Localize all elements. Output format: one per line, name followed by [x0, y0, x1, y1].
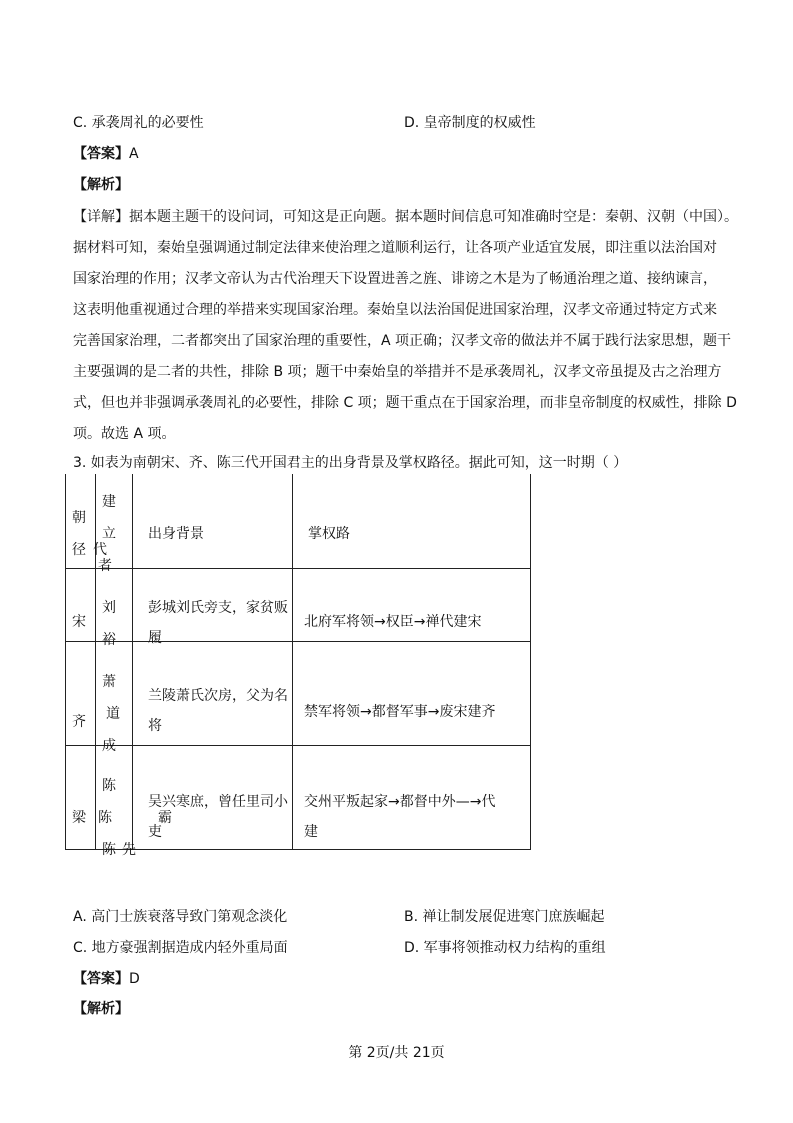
table-row-path: 交州平叛起家→都督中外—→代	[304, 794, 496, 810]
table-row-path: 禁军将领→都督军事→废宋建齐	[304, 704, 496, 720]
table-row-background: 履	[148, 630, 162, 646]
q3-answer	[73, 969, 140, 989]
q2-answer	[73, 144, 139, 164]
table-row-path: 北府军将领→权臣→禅代建宋	[304, 614, 482, 630]
q3-option-d: D. 军事将领推动权力结构的重组	[404, 940, 606, 956]
q2-option-c: C. 承袭周礼的必要性	[73, 115, 204, 131]
q3-option-a: A. 高门士族衰落导致门第观念淡化	[73, 909, 288, 925]
answer-value: A	[129, 146, 139, 162]
table-divider	[66, 641, 530, 642]
table-row-founder: 陈	[102, 842, 116, 858]
table-row-founder: 道	[106, 706, 120, 722]
table-row-background: 吏	[148, 824, 162, 840]
table-row-dynasty: 齐	[72, 714, 86, 730]
header-cell: 者	[98, 558, 112, 574]
detail-line: 主要强调的是二者的共性，排除 B 项；题干中秦始皇的举措并不是承袭周礼，汉孝文帝虽提及古之治理方	[73, 364, 722, 380]
detail-line: 式，但也并非强调承袭周礼的必要性，排除 C 项；题干重点在于国家治理，而非皇帝制度的权威性，排除 D	[73, 395, 737, 411]
table-row-background: 兰陵萧氏次房，父为名	[148, 688, 288, 704]
q3-table	[65, 474, 531, 858]
table-divider	[292, 474, 293, 849]
q2-analysis-label: 【解析】	[73, 177, 129, 193]
detail-line: 国家治理的作用；汉孝文帝认为古代治理天下设置进善之旌、诽谤之木是为了畅通治理之道、接纳谏言，	[73, 271, 717, 287]
header-cell: 代	[93, 542, 107, 558]
table-divider	[66, 568, 530, 569]
table-row-founder: 裕	[102, 632, 116, 648]
header-cell: 掌权路	[308, 526, 350, 542]
q3-analysis-label: 【解析】	[73, 1001, 129, 1017]
table-divider	[95, 474, 96, 849]
table-row-path: 建	[304, 824, 318, 840]
answer-label: 【答案】	[73, 146, 129, 162]
table-row-founder: 刘	[102, 600, 116, 616]
table-row-dynasty: 宋	[72, 614, 86, 630]
table-divider	[66, 745, 530, 746]
table-divider	[132, 474, 133, 849]
detail-line: 完善国家治理，二者都突出了国家治理的重要性，A 项正确；汉孝文帝的做法并不属于践行法家思想，题干	[73, 333, 732, 349]
q2-detail-paragraph	[73, 202, 738, 450]
header-cell: 径	[72, 542, 86, 558]
table-row-founder: 成	[102, 738, 116, 754]
header-cell: 朝	[72, 510, 86, 526]
header-cell: 立	[102, 526, 116, 542]
detail-line: 这表明他重视通过合理的举措来实现国家治理。秦始皇以法治国促进国家治理，汉孝文帝通过特定方式来	[73, 302, 717, 318]
table-row-background: 彭城刘氏旁支，家贫贩	[148, 600, 288, 616]
header-cell: 出身背景	[148, 526, 204, 542]
header-cell: 建	[102, 494, 116, 510]
table-row-background: 吴兴寒庶，曾任里司小	[148, 794, 288, 810]
table-row-founder: 霸	[158, 810, 172, 826]
detail-line: 【详解】据本题主题干的设问词，可知这是正向题。据本题时间信息可知准确时空是：秦朝、汉朝（中国）。	[73, 209, 738, 225]
table-row-founder: 先	[122, 842, 136, 858]
page-number: 第 2页/共 21页	[348, 1045, 445, 1061]
table-row-founder: 陈	[102, 778, 116, 794]
table-row-founder: 陈	[98, 810, 112, 826]
detail-line: 项。故选 A 项。	[73, 426, 176, 442]
q2-option-d: D. 皇帝制度的权威性	[404, 115, 536, 131]
table-row-founder: 萧	[102, 674, 116, 690]
answer-label: 【答案】	[73, 971, 129, 987]
table-row-background: 将	[148, 718, 162, 734]
detail-line: 据材料可知，秦始皇强调通过制定法律来使治理之道顺利运行，让各项产业适宜发展，即注重以法治国对	[73, 240, 717, 256]
table-row-dynasty: 梁	[72, 810, 86, 826]
q3-option-c: C. 地方豪强割据造成内轻外重局面	[73, 940, 288, 956]
q3-option-b: B. 禅让制发展促进寒门庶族崛起	[404, 909, 605, 925]
answer-value: D	[129, 971, 140, 987]
q3-stem: 3. 如表为南朝宋、齐、陈三代开国君主的出身背景及掌权路径。据此可知，这一时期（ ）	[73, 455, 628, 471]
